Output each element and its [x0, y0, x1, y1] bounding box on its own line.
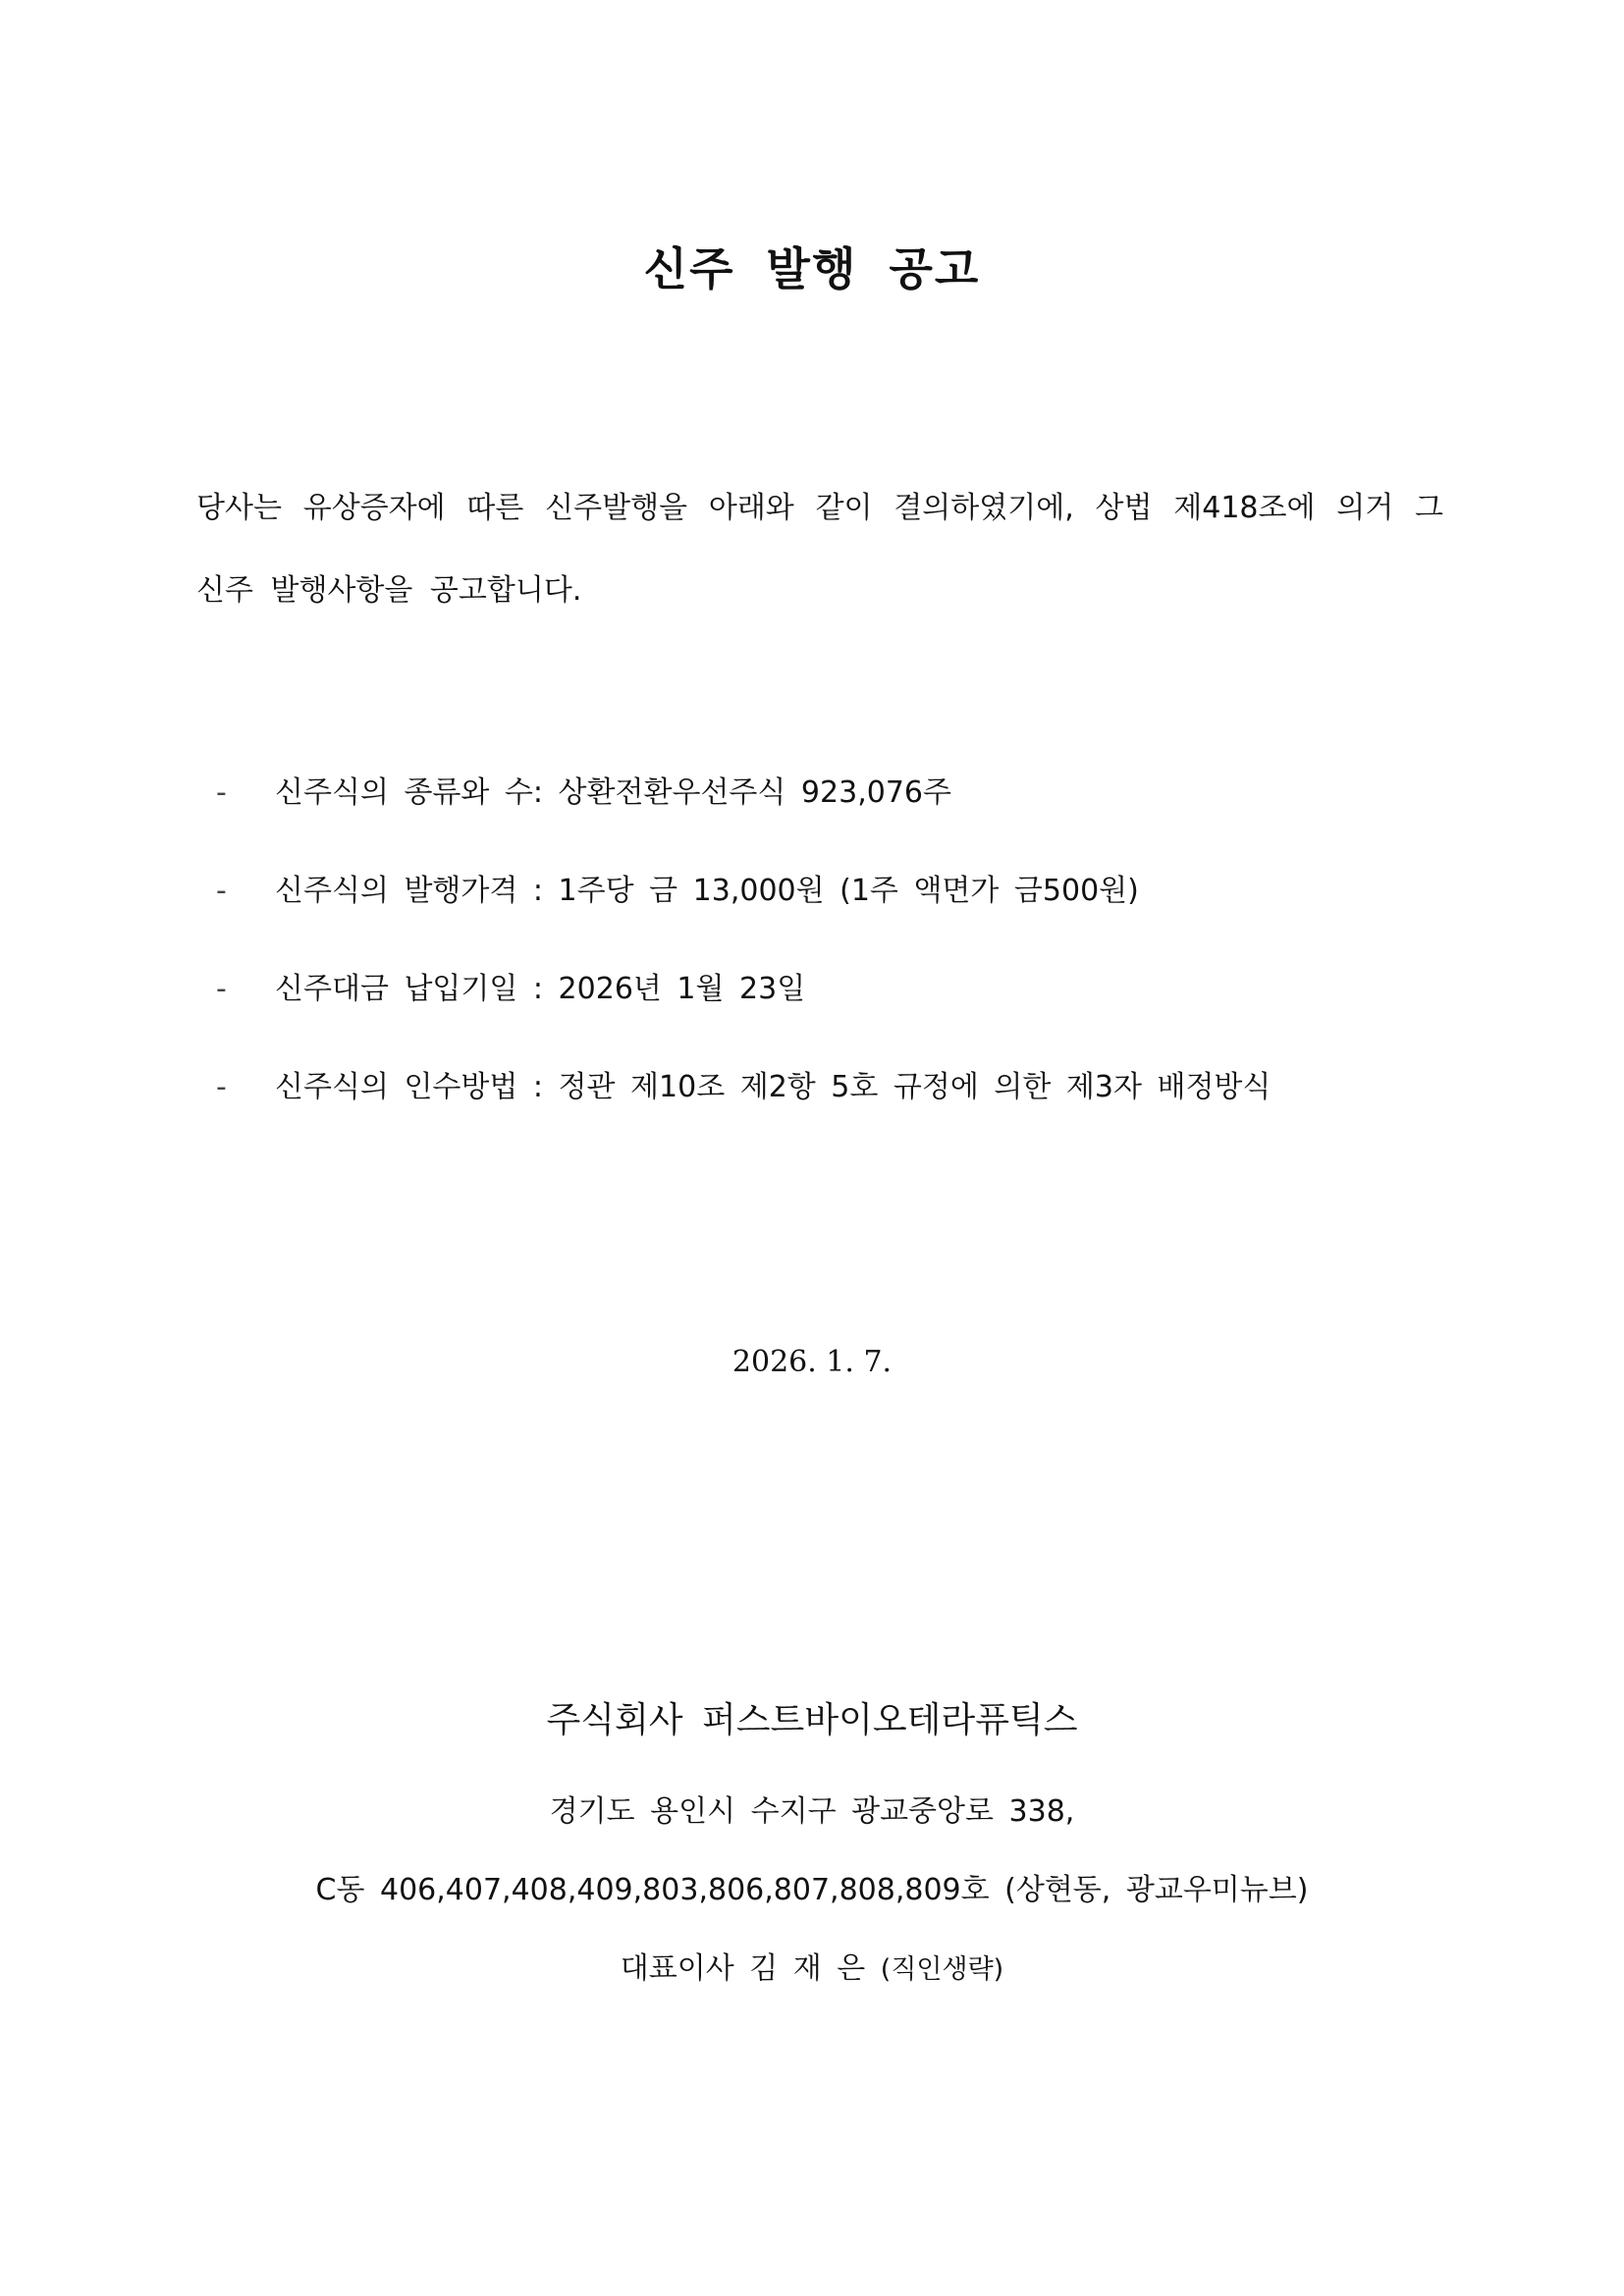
list-item-text: 신주대금 납입기일 : 2026년 1월 23일 [275, 972, 806, 1006]
list-item-text: 신주식의 인수방법 : 정관 제10조 제2항 5호 규정에 의한 제3자 배정방식 [275, 1070, 1272, 1104]
bullet-dash: - [216, 1070, 227, 1104]
list-item-issue-price [196, 864, 1434, 962]
bullet-dash: - [216, 874, 227, 908]
ceo-signature-line [0, 1944, 1624, 1987]
list-item-share-type [196, 766, 1434, 864]
bullet-dash: - [216, 972, 227, 1006]
issuance-details-list [196, 766, 1434, 1158]
company-address-line2: C동 406,407,408,409,803,806,807,808,809호 (상현동, 광교우미뉴브) [315, 1873, 1309, 1907]
list-item-text: 신주식의 발행가격 : 1주당 금 13,000원 (1주 액면가 금500원) [275, 874, 1139, 908]
ceo-name: 대표이사 김 재 은 [620, 1951, 866, 1986]
seal-omitted-note: (직인생략) [880, 1954, 1004, 1985]
list-item-payment-date [196, 962, 1434, 1060]
list-item-text: 신주식의 종류와 수: 상환전환우선주식 923,076주 [275, 775, 951, 810]
intro-paragraph: 당사는 유상증자에 따른 신주발행을 아래와 같이 결의하였기에, 상법 제418조에 의거 그 신주 발행사항을 공고합니다. [196, 491, 1443, 608]
list-item-subscription-method [196, 1060, 1434, 1158]
company-name: 주식회사 퍼스트바이오테라퓨틱스 [546, 1700, 1078, 1740]
document-title: 신주 발행 공고 [643, 242, 981, 295]
bullet-dash: - [216, 775, 227, 810]
announcement-date: 2026. 1. 7. [731, 1345, 893, 1379]
company-address-line1: 경기도 용인시 수지구 광교중앙로 338, [549, 1794, 1075, 1829]
